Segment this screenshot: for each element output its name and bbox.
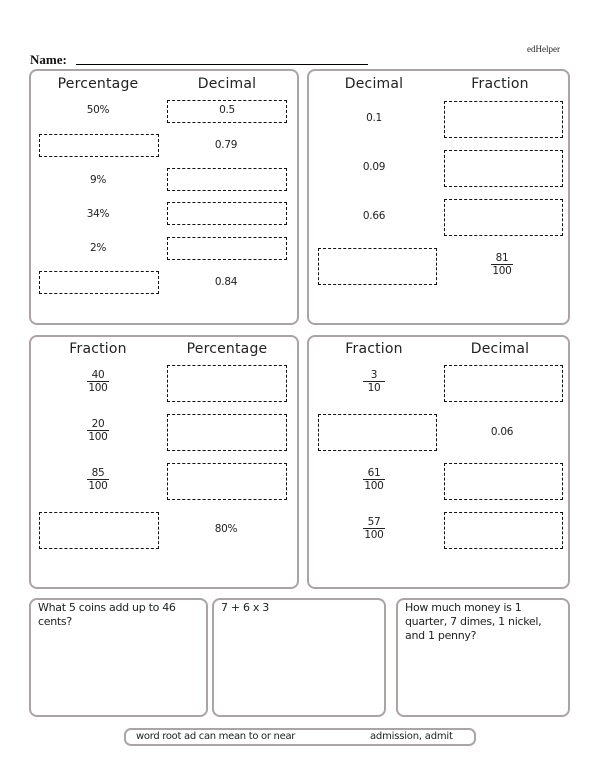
word-root-definition: word root ad can mean to or near bbox=[136, 731, 296, 742]
answer-box[interactable] bbox=[318, 414, 437, 451]
word-root-banner bbox=[124, 728, 476, 746]
question-box-expression[interactable] bbox=[212, 598, 386, 717]
name-line[interactable] bbox=[76, 64, 368, 65]
column-header-percentage: Percentage bbox=[186, 341, 268, 357]
fraction-denominator: 100 bbox=[364, 529, 384, 541]
column-header-fraction: Fraction bbox=[471, 76, 529, 92]
given-value: 0.66 bbox=[362, 210, 386, 222]
given-fraction bbox=[315, 516, 433, 541]
fraction-numerator: 61 bbox=[367, 467, 381, 479]
given-fraction bbox=[315, 369, 433, 394]
given-value: 0.06 bbox=[490, 426, 514, 438]
given-value: 0.1 bbox=[366, 112, 382, 124]
column-header-percentage: Percentage bbox=[57, 76, 139, 92]
fraction-denominator: 100 bbox=[88, 382, 108, 394]
answer-box[interactable] bbox=[444, 365, 563, 402]
answer-box[interactable] bbox=[444, 101, 563, 138]
word-root-examples: admission, admit bbox=[370, 731, 453, 742]
answer-box[interactable] bbox=[444, 199, 563, 236]
answer-box[interactable] bbox=[167, 365, 287, 402]
given-fraction bbox=[39, 467, 157, 492]
answer-box[interactable] bbox=[39, 512, 159, 549]
answer-box[interactable] bbox=[444, 512, 563, 549]
column-header-decimal: Decimal bbox=[344, 76, 404, 92]
given-value: 80% bbox=[214, 523, 238, 535]
given-fraction bbox=[39, 369, 157, 394]
question-text: How much money is 1 quarter, 7 dimes, 1 nickel, and 1 penny? bbox=[405, 601, 542, 642]
fraction-numerator: 40 bbox=[91, 369, 105, 381]
answer-box[interactable] bbox=[318, 248, 437, 285]
fraction-denominator: 100 bbox=[364, 480, 384, 492]
given-value: 0.79 bbox=[214, 139, 238, 151]
question-text: 7 + 6 x 3 bbox=[221, 601, 270, 614]
prefilled-answer: 0.5 bbox=[219, 104, 235, 116]
given-value: 0.09 bbox=[362, 161, 386, 173]
question-box-coins[interactable] bbox=[29, 598, 208, 717]
fraction-numerator: 81 bbox=[495, 252, 509, 264]
column-header-decimal: Decimal bbox=[197, 76, 257, 92]
answer-box[interactable] bbox=[39, 271, 159, 294]
fraction-denominator: 100 bbox=[88, 480, 108, 492]
panel-percentage-decimal bbox=[29, 69, 299, 325]
given-fraction bbox=[443, 252, 561, 277]
question-box-money[interactable] bbox=[396, 598, 570, 717]
answer-box[interactable] bbox=[167, 414, 287, 451]
fraction-numerator: 57 bbox=[367, 516, 381, 528]
column-header-fraction: Fraction bbox=[345, 341, 403, 357]
column-header-fraction: Fraction bbox=[69, 341, 127, 357]
panel-fraction-percentage bbox=[29, 335, 299, 589]
answer-box[interactable] bbox=[39, 134, 159, 157]
given-value: 2% bbox=[89, 242, 107, 254]
brand-label: edHelper bbox=[527, 44, 560, 54]
panel-fraction-decimal bbox=[307, 335, 570, 589]
fraction-denominator: 10 bbox=[367, 382, 381, 394]
name-label: Name: bbox=[30, 52, 67, 67]
answer-box[interactable] bbox=[167, 202, 287, 225]
fraction-denominator: 100 bbox=[88, 431, 108, 443]
fraction-numerator: 85 bbox=[91, 467, 105, 479]
given-value: 50% bbox=[86, 104, 110, 116]
fraction-denominator: 100 bbox=[492, 265, 512, 277]
answer-box[interactable] bbox=[167, 168, 287, 191]
panel-decimal-fraction bbox=[307, 69, 570, 325]
given-value: 9% bbox=[89, 174, 107, 186]
answer-box[interactable] bbox=[167, 100, 287, 123]
answer-box[interactable] bbox=[444, 463, 563, 500]
fraction-numerator: 3 bbox=[370, 369, 378, 381]
given-fraction bbox=[39, 418, 157, 443]
given-value: 34% bbox=[86, 208, 110, 220]
fraction-numerator: 20 bbox=[91, 418, 105, 430]
answer-box[interactable] bbox=[167, 237, 287, 260]
given-value: 0.84 bbox=[214, 276, 238, 288]
answer-box[interactable] bbox=[444, 150, 563, 187]
answer-box[interactable] bbox=[167, 463, 287, 500]
question-text: What 5 coins add up to 46 cents? bbox=[38, 601, 176, 628]
given-fraction bbox=[315, 467, 433, 492]
column-header-decimal: Decimal bbox=[470, 341, 530, 357]
